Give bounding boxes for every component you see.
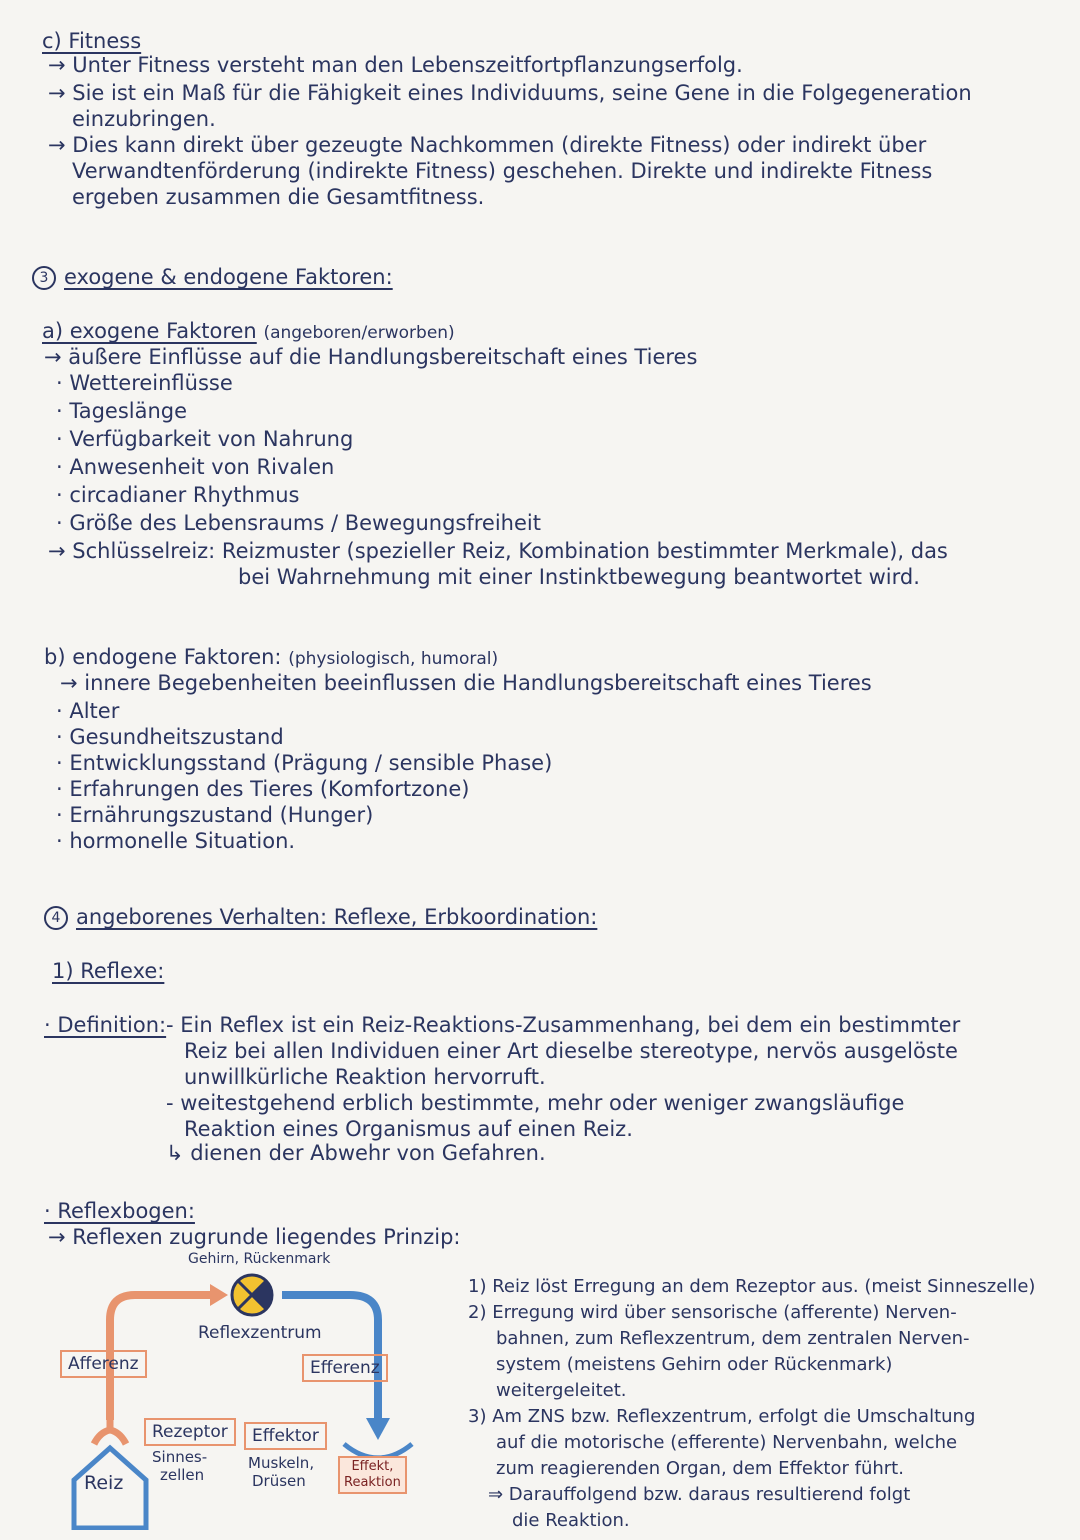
- endogen-heading-row: [44, 644, 498, 672]
- reflex-center-label: Reflexzentrum: [198, 1323, 322, 1343]
- definition-label: · Definition:: [44, 1013, 167, 1037]
- exogen-item-6: · Größe des Lebensraums / Bewegungsfreiheit: [56, 511, 541, 535]
- exogen-item-3: · Verfügbarkeit von Nahrung: [56, 427, 354, 451]
- afferent-fork: [94, 1420, 126, 1444]
- receptor-sub-2: zellen: [160, 1466, 205, 1484]
- endogen-heading: b) endogene Faktoren:: [44, 645, 282, 669]
- step-3e: die Reaktion.: [512, 1510, 630, 1531]
- section4-heading: angeborenes Verhalten: Reflexe, Erbkoordination:: [76, 905, 598, 929]
- key-stimulus-line-2: bei Wahrnehmung mit einer Instinktbewegung beantwortet wird.: [238, 565, 920, 589]
- step-3d: ⇒ Darauffolgend bzw. daraus resultierend folgt: [488, 1484, 911, 1505]
- definition-line-6: ↳ dienen der Abwehr von Gefahren.: [166, 1141, 546, 1165]
- effector-sub-2: Drüsen: [252, 1472, 306, 1490]
- reflexbogen-label: · Reflexbogen:: [44, 1199, 195, 1223]
- efferent-arrowhead: [366, 1418, 390, 1440]
- exogen-heading: a) exogene Faktoren: [42, 319, 257, 343]
- endogen-item-2: · Gesundheitszustand: [56, 725, 284, 749]
- fitness-line-2: → Sie ist ein Maß für die Fähigkeit eines Individuums, seine Gene in die Folgegeneration: [48, 81, 972, 105]
- endogen-item-4: · Erfahrungen des Tieres (Komfortzone): [56, 777, 470, 801]
- effect-label-1: Effekt,: [351, 1459, 394, 1474]
- step-2: 2) Erregung wird über sensorische (afferente) Nerven-: [468, 1302, 957, 1323]
- step-3c: zum reagierenden Organ, dem Effektor führt.: [496, 1458, 904, 1479]
- step-2b: bahnen, zum Reflexzentrum, dem zentralen Nerven-: [496, 1328, 970, 1349]
- section3-number: 3: [32, 266, 56, 290]
- section4-heading-row: [44, 904, 597, 930]
- stimulus-label: Reiz: [84, 1472, 124, 1494]
- afferent-box: Afferenz: [60, 1350, 147, 1378]
- step-2c: system (meistens Gehirn oder Rückenmark): [496, 1354, 893, 1375]
- step-1: 1) Reiz löst Erregung an dem Rezeptor aus. (meist Sinneszelle): [468, 1276, 1036, 1297]
- efferent-box: Efferenz: [302, 1354, 388, 1382]
- exogen-item-1: · Wettereinflüsse: [56, 371, 233, 395]
- afferent-arrowhead: [210, 1284, 228, 1306]
- section3-heading: exogene & endogene Faktoren:: [64, 265, 393, 289]
- fitness-line-4: → Dies kann direkt über gezeugte Nachkommen (direkte Fitness) oder indirekt über: [48, 133, 927, 157]
- reflex-arc-diagram: [60, 1250, 440, 1530]
- endogen-intro: → innere Begebenheiten beeinflussen die Handlungsbereitschaft eines Tieres: [60, 671, 872, 695]
- effect-box: [338, 1456, 407, 1494]
- endogen-note: (physiologisch, humoral): [288, 649, 499, 669]
- fitness-line-6: ergeben zusammen die Gesamtfitness.: [72, 185, 485, 209]
- receptor-box: Rezeptor: [144, 1418, 236, 1446]
- reflexbogen-line: → Reflexen zugrunde liegendes Prinzip:: [48, 1225, 461, 1249]
- fitness-heading: c) Fitness: [42, 29, 142, 53]
- endogen-item-1: · Alter: [56, 699, 120, 723]
- fitness-line-3: einzubringen.: [72, 107, 216, 131]
- definition-line-4: - weitestgehend erblich bestimmte, mehr oder weniger zwangsläufige: [166, 1091, 905, 1115]
- effector-sub-1: Muskeln,: [248, 1454, 315, 1472]
- fitness-line-5: Verwandtenförderung (indirekte Fitness) geschehen. Direkte und indirekte Fitness: [72, 159, 933, 183]
- exogen-heading-row: [42, 318, 455, 346]
- step-3b: auf die motorische (efferente) Nervenbahn, welche: [496, 1432, 958, 1453]
- step-3: 3) Am ZNS bzw. Reflexzentrum, erfolgt die Umschaltung: [468, 1406, 976, 1427]
- definition-line-1: - Ein Reflex ist ein Reiz-Reaktions-Zusammenhang, bei dem ein bestimmter: [166, 1013, 961, 1037]
- endogen-item-3: · Entwicklungsstand (Prägung / sensible Phase): [56, 751, 553, 775]
- definition-line-2: Reiz bei allen Individuen einer Art dieselbe stereotype, nervös ausgelöste: [184, 1039, 958, 1063]
- definition-line-5: Reaktion eines Organismus auf einen Reiz.: [184, 1117, 633, 1141]
- definition-line-3: unwillkürliche Reaktion hervorruft.: [184, 1065, 546, 1089]
- effect-label-2: Reaktion: [344, 1475, 401, 1490]
- exogen-item-2: · Tageslänge: [56, 399, 188, 423]
- reflexe-subheading: 1) Reflexe:: [52, 959, 165, 983]
- exogen-intro: → äußere Einflüsse auf die Handlungsbereitschaft eines Tieres: [44, 345, 698, 369]
- section4-number: 4: [44, 906, 68, 930]
- exogen-note: (angeboren/erworben): [263, 323, 455, 343]
- exogen-item-4: · Anwesenheit von Rivalen: [56, 455, 335, 479]
- key-stimulus-line-1: → Schlüsselreiz: Reizmuster (spezieller Reiz, Kombination bestimmter Merkmale), das: [48, 539, 948, 563]
- receptor-sub-1: Sinnes-: [152, 1448, 208, 1466]
- fitness-line-1: → Unter Fitness versteht man den Lebenszeitfortpflanzungserfolg.: [48, 53, 743, 77]
- effector-box: Effektor: [244, 1422, 327, 1450]
- section3-heading-row: [32, 264, 393, 290]
- endogen-item-5: · Ernährungszustand (Hunger): [56, 803, 374, 827]
- endogen-item-6: · hormonelle Situation.: [56, 829, 296, 853]
- step-2d: weitergeleitet.: [496, 1380, 627, 1401]
- brain-label: Gehirn, Rückenmark: [188, 1251, 331, 1267]
- exogen-item-5: · circadianer Rhythmus: [56, 483, 300, 507]
